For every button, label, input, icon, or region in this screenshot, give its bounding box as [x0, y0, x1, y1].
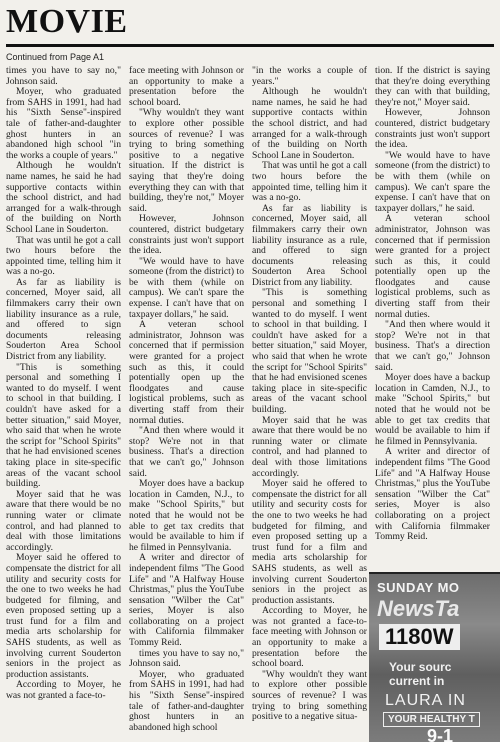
ad-time: 9-1	[427, 726, 454, 742]
article-paragraph: tion. If the district is saying that they're doing everything they can with that building, they're not," Moyer said.	[375, 66, 490, 108]
article-paragraph: Moyer does have a backup location in Camden, N.J., to make "School Spirits," but noted that he would not be able to get tax credits that would be available to him if he filmed in Pennsylvania.	[129, 478, 244, 553]
article-paragraph: That was until he got a call two hours before the appointed time, telling him it was a no-go.	[252, 160, 367, 204]
article-paragraph: Although he wouldn't name names, he said he had supportive contacts within the school district, and had arranged for a walk-through of the building on North School Lane in Souderton.	[252, 86, 367, 161]
article-paragraph: "This is something personal and something I wanted to do myself. I went to school in that building. I couldn't have asked for a better situation," said Moyer, who said that when he wrote the script for "School Spirits" that he had envisioned scenes taking place in site-specific areas of the vacant school building.	[252, 287, 367, 415]
article-paragraph: A veteran school administrator, Johnson was concerned that if permission were granted for a project such as this, it could potentially open up the floodgates and cause logistical problems, such as diverting staff from their normal duties.	[375, 213, 490, 320]
article-paragraph: That was until he got a call two hours before the appointed time, telling him it was a no-go.	[6, 234, 121, 278]
article-paragraph: Moyer, who graduated from SAHS in 1991, had had his "Sixth Sense"-inspired tale of father-and-daughter ghost hunters in an abandoned high school "in the works a couple of years."	[6, 86, 121, 161]
ad-frequency: 1180W	[379, 624, 460, 650]
article-paragraph: "This is something personal and something I wanted to do myself. I went to school in that building. I couldn't have asked for a better situation," said Moyer, who said that when he wrote the script for "School Spirits" that he had envisioned scenes taking place in site-specific areas of the vacant school building.	[6, 361, 121, 490]
article-paragraph: Although he wouldn't name names, he said he had supportive contacts within the school district, and had arranged for a walk-through of the building on North School Lane in Souderton.	[6, 160, 121, 235]
article-paragraph: Moyer said he offered to compensate the district for all utility and security costs for the one to two weeks he had budgeted for filming, and even proposed setting up a trust fund for a film and media arts scholarship for SAHS students, as well as involving current Souderton seniors in the project as production assistants.	[252, 478, 367, 606]
continued-line: Continued from Page A1	[6, 52, 105, 62]
article-paragraph: Moyer does have a backup location in Camden, N.J., to make "School Spirits," but noted that he would not be able to get tax credits that would be available to him if he filmed in Pennsylvania.	[375, 372, 490, 447]
article-paragraph: "And then where would it stop? We're not in that business. That's a direction that we can't go," Johnson said.	[375, 319, 490, 373]
article-paragraph: A veteran school administrator, Johnson was concerned that if permission were granted for a project such as this, it could potentially open up the floodgates and cause logistical problems, such as diverting staff from their normal duties.	[129, 319, 244, 426]
article-paragraph: times you have to say no," Johnson said.	[6, 66, 121, 87]
article-paragraph: Moyer, who graduated from SAHS in 1991, had had his "Sixth Sense"-inspired tale of father-and-daughter ghost hunters in an abandoned high school	[129, 668, 244, 733]
article-paragraph: As far as liability is concerned, Moyer said, all filmmakers carry their own liability insurance as a rule, and offered to sign documents releasing Souderton Area School District from any liability.	[252, 202, 367, 288]
ad-brand: NewsTa	[377, 596, 460, 621]
section-title: MOVIE	[6, 3, 128, 40]
article-paragraph: However, Johnson countered, district budgetary constraints just won't support the idea.	[375, 107, 490, 151]
article-paragraph: "We would have to have someone (from the district) to be with them (while on campus). We can't spare the expense. I can't have that on taxpayer dollars," he said.	[129, 255, 244, 320]
article-paragraph: According to Moyer, he was not granted a face-to-face meeting with Johnson or an opportunity to make a presentation before the school board.	[252, 605, 367, 670]
article-paragraph: "Why wouldn't they want to explore other possible sources of revenue? I was trying to bring something positive to a negative situa-	[252, 668, 367, 723]
article-paragraph: "And then where would it stop? We're not in that business. That's a direction that we can't go," Johnson said.	[129, 425, 244, 479]
ad-host: LAURA IN	[385, 692, 466, 709]
article-paragraph: However, Johnson countered, district budgetary constraints just won't support the idea.	[129, 213, 244, 257]
article-paragraph: Moyer said he offered to compensate the district for all utility and security costs for the one to two weeks he had budgeted for filming, and even proposed setting up a trust fund for a film and media arts scholarship for SAHS students, as well as involving current Souderton seniors in the project as production assistants.	[6, 552, 121, 680]
article-paragraph: "in the works a couple of years."	[252, 66, 367, 87]
article-column-1	[6, 66, 121, 740]
article-paragraph: Moyer said that he was aware that there would be no running water or climate control, and had planned to deal with those limitations accordingly.	[252, 414, 367, 479]
ad-tagline-2: current in	[389, 674, 445, 688]
article-column-2	[129, 66, 244, 740]
header-rule	[6, 44, 494, 47]
article-paragraph: A writer and director of independent films "The Good Life" and "A Halfway House Christmas," plus the YouTube sensation "Wilber the Cat" series, Moyer is also collaborating on a project with California filmmaker Tommy Reid.	[375, 446, 490, 543]
section-header	[6, 2, 494, 48]
article-paragraph: According to Moyer, he was not granted a face-to-	[6, 679, 121, 702]
ad-tagline-1: Your sourc	[389, 660, 452, 674]
article-paragraph: face meeting with Johnson or an opportunity to make a presentation before the school board.	[129, 66, 244, 108]
article-paragraph: As far as liability is concerned, Moyer said, all filmmakers carry their own liability insurance as a rule, and offered to sign documents releasing Souderton Area School District from any liability.	[6, 276, 121, 363]
article-paragraph: Moyer said that he was aware that there would be no running water or climate control, and had planned to deal with those limitations accordingly.	[6, 488, 121, 553]
article-paragraph: times you have to say no," Johnson said.	[129, 647, 244, 670]
radio-advertisement	[369, 572, 500, 742]
article-paragraph: A writer and director of independent films "The Good Life" and "A Halfway House Christmas," plus the YouTube sensation "Wilber the Cat" series, Moyer is also collaborating on a project with California filmmaker Tommy Reid.	[129, 552, 244, 649]
article-column-3	[252, 66, 367, 740]
ad-day: SUNDAY MO	[377, 580, 460, 595]
article-paragraph: "Why wouldn't they want to explore other possible sources of revenue? I was trying to bring something positive to a negative situation. If the district is saying that they're doing everything they can with that building, they're not," Moyer said.	[129, 107, 244, 214]
article-column-4	[375, 66, 490, 571]
article-paragraph: "We would have to have someone (from the district) to be with them (while on campus). We can't spare the expense. I can't have that on taxpayer dollars," he said.	[375, 149, 490, 214]
ad-slogan: YOUR HEALTHY T	[383, 712, 480, 727]
